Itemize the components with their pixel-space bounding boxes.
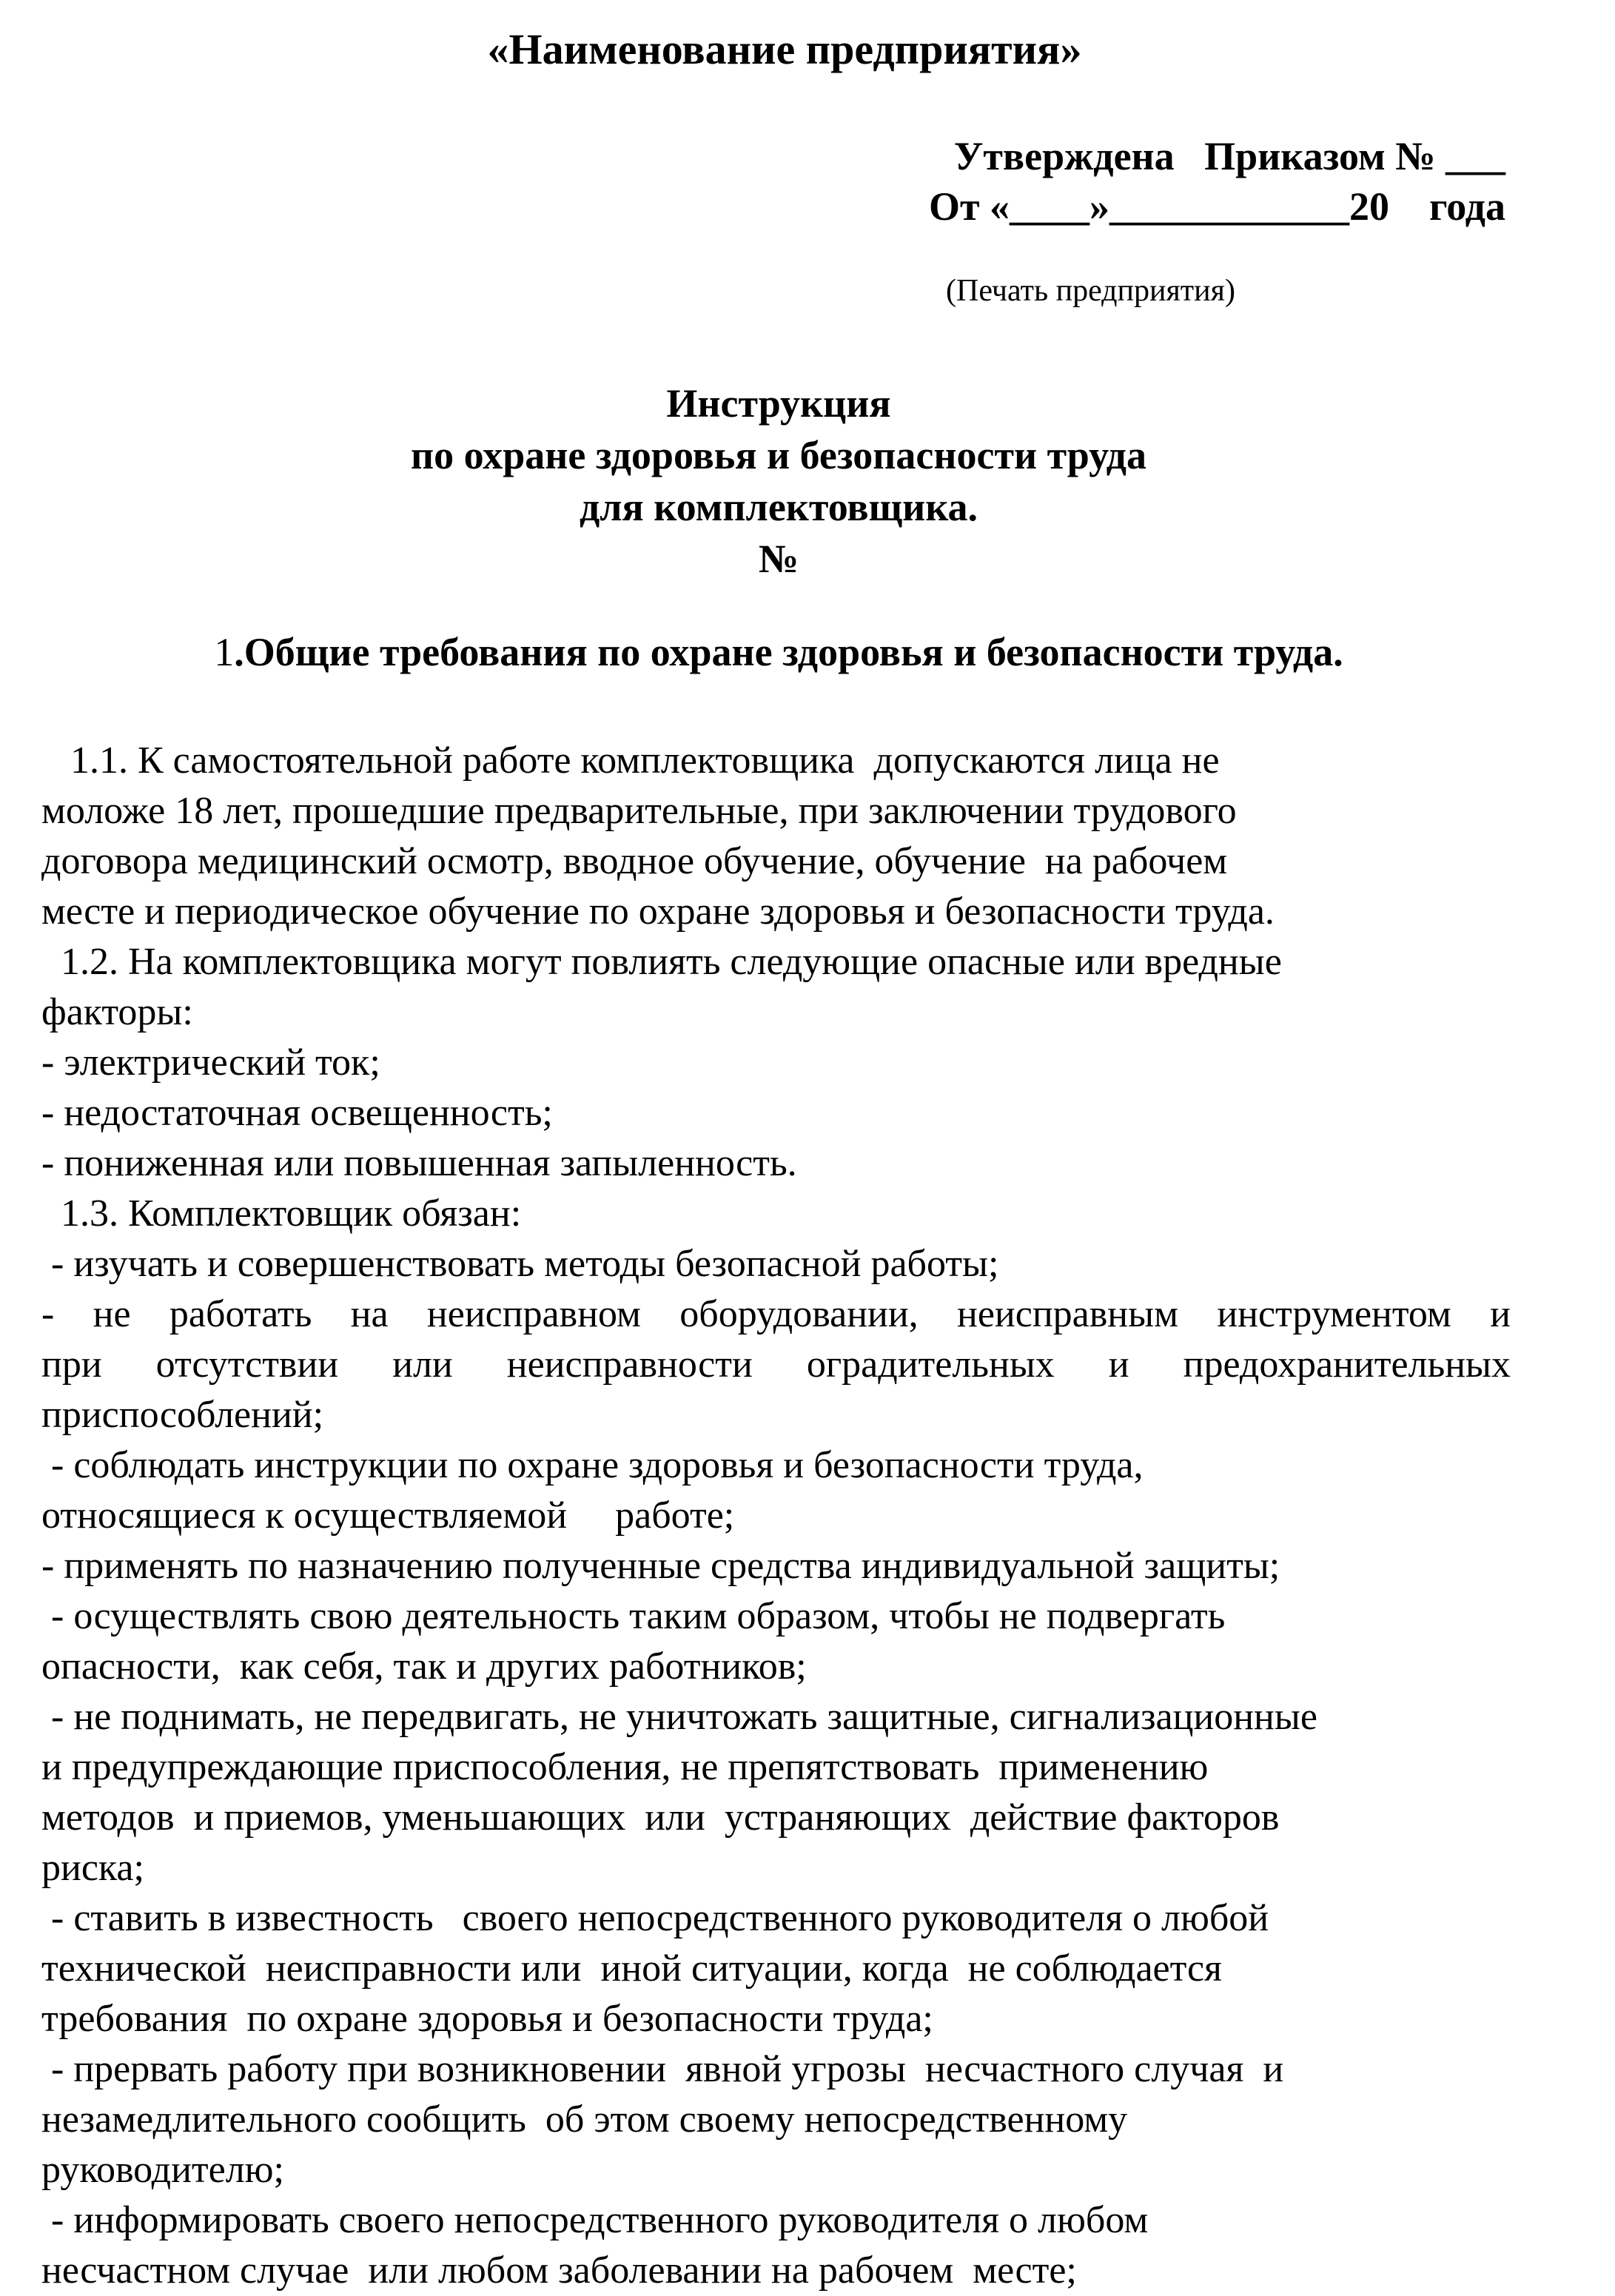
body-line: несчастном случае или любом заболевании на рабочем месте; bbox=[41, 2249, 1077, 2292]
body-line: требования по охране здоровья и безопасности труда; bbox=[41, 1998, 933, 2040]
body-line: 1.3. Комплектовщик обязан: bbox=[41, 1192, 522, 1235]
seal-note: (Печать предприятия) bbox=[946, 274, 1235, 308]
body-line: руководителю; bbox=[41, 2149, 284, 2191]
document-title: Инструкция bbox=[666, 381, 891, 426]
body-line: - не поднимать, не передвигать, не уничтожать защитные, сигнализационные bbox=[41, 1696, 1317, 1738]
body-line: договора медицинский осмотр, вводное обучение, обучение на рабочем bbox=[41, 840, 1228, 882]
body-line: методов и приемов, уменьшающих или устраняющих действие факторов bbox=[41, 1796, 1280, 1839]
section-heading bbox=[0, 632, 1557, 672]
document-number: № bbox=[758, 537, 799, 581]
section-number: 1 bbox=[214, 630, 235, 674]
section-title: .Общие требования по охране здоровья и безопасности труда. bbox=[234, 630, 1343, 674]
body-line: месте и периодическое обучение по охране здоровья и безопасности труда. bbox=[41, 890, 1275, 933]
body-line: - соблюдать инструкции по охране здоровья и безопасности труда, bbox=[41, 1444, 1144, 1486]
document-subtitle: по охране здоровья и безопасности труда bbox=[410, 433, 1147, 477]
body-line: - пониженная или повышенная запыленность. bbox=[41, 1142, 797, 1184]
body-line: 1.2. На комплектовщика могут повлиять следующие опасные или вредные bbox=[41, 941, 1282, 983]
body-line: риска; bbox=[41, 1847, 144, 1889]
body-line: - электрический ток; bbox=[41, 1041, 380, 1084]
body-line: относящиеся к осуществляемой работе; bbox=[41, 1494, 735, 1537]
body-line: приспособлений; bbox=[41, 1394, 324, 1436]
body-line: моложе 18 лет, прошедшие предварительные, при заключении трудового bbox=[41, 790, 1237, 832]
body-line: при отсутствии или неисправности оградительных и предохранительных bbox=[41, 1343, 1511, 1386]
approval-order-line: Утверждена Приказом № ___ bbox=[953, 134, 1505, 178]
body-line: - прервать работу при возникновении явной угрозы несчастного случая и bbox=[41, 2048, 1284, 2090]
body-line: - применять по назначению полученные средства индивидуальной защиты; bbox=[41, 1545, 1280, 1587]
body-line: - осуществлять свою деятельность таким образом, чтобы не подвергать bbox=[41, 1595, 1226, 1637]
body-line: опасности, как себя, так и других работников; bbox=[41, 1645, 807, 1688]
body-line: - не работать на неисправном оборудовании, неисправным инструментом и bbox=[41, 1293, 1511, 1335]
body-line: - изучать и совершенствовать методы безопасной работы; bbox=[41, 1243, 999, 1285]
body-line: - ставить в известность своего непосредственного руководителя о любой bbox=[41, 1897, 1269, 1939]
body-line: 1.1. К самостоятельной работе комплектовщика допускаются лица не bbox=[41, 739, 1220, 782]
body-line: - недостаточная освещенность; bbox=[41, 1092, 553, 1134]
document-subject: для комплектовщика. bbox=[579, 485, 978, 529]
approval-date-line: От «____»____________20 года bbox=[929, 184, 1505, 229]
body-line: - информировать своего непосредственного руководителя о любом bbox=[41, 2199, 1149, 2241]
body-line: и предупреждающие приспособления, не препятствовать применению bbox=[41, 1746, 1209, 1788]
body-text bbox=[41, 736, 1511, 2296]
body-line: факторы: bbox=[41, 991, 193, 1033]
body-line: незамедлительного сообщить об этом своему непосредственному bbox=[41, 2098, 1128, 2141]
body-line: технической неисправности или иной ситуации, когда не соблюдается bbox=[41, 1947, 1222, 1990]
company-name: «Наименование предприятия» bbox=[487, 25, 1082, 73]
